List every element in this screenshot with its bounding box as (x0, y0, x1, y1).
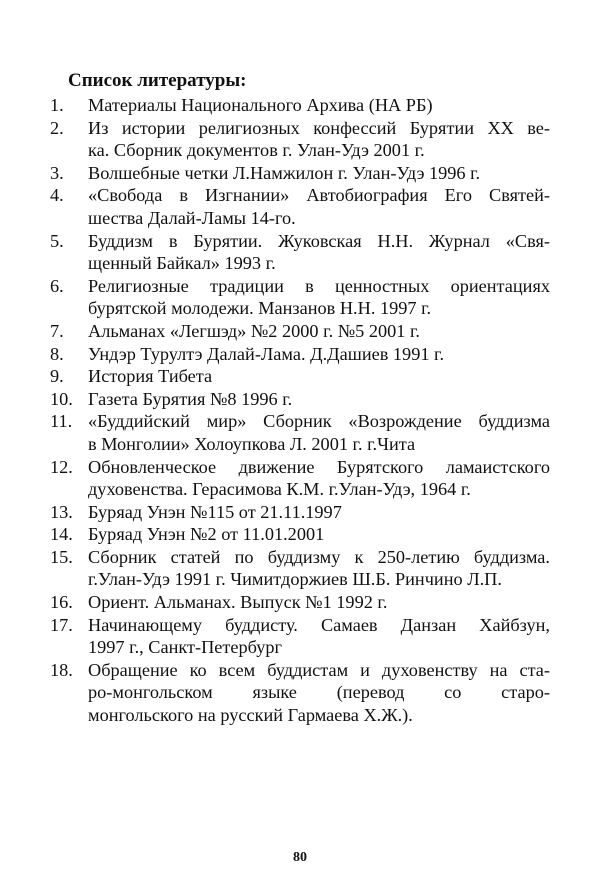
reference-line: Сборник статей по буддизму к 250-летию буддизма. (88, 546, 550, 567)
reference-item (50, 388, 550, 411)
reference-text (88, 546, 550, 591)
reference-number: 16. (50, 592, 73, 613)
reference-line: Ориент. Альманах. Выпуск №1 1992 г. (88, 592, 388, 613)
reference-line: ро-монгольском языке (перевод со старо- (88, 682, 550, 703)
reference-item (50, 94, 550, 117)
reference-text (88, 456, 550, 501)
reference-number: 1. (50, 95, 64, 115)
reference-item (50, 659, 550, 727)
reference-text (88, 388, 550, 411)
reference-number: 5. (50, 230, 64, 251)
reference-line: щенный Байкал» 1993 г. (88, 253, 276, 274)
reference-number: 9. (50, 366, 64, 387)
reference-number: 17. (50, 614, 73, 635)
reference-line: Начинающему буддисту. Самаев Данзан Хайбзун, (88, 614, 550, 635)
reference-line: Религиозные традиции в ценностных ориентациях (88, 275, 550, 296)
reference-number: 15. (50, 546, 73, 567)
reference-line: Газета Бурятия №8 1996 г. (88, 388, 293, 409)
reference-line: духовенства. Герасимова К.М. г.Улан-Удэ, 1964 г. (88, 479, 471, 500)
reference-number: 7. (50, 320, 64, 341)
reference-item (50, 365, 550, 388)
reference-item (50, 230, 550, 275)
reference-line: г.Улан-Удэ 1991 г. Чимитдоржиев Ш.Б. Ринчино Л.П. (88, 569, 502, 590)
reference-text (88, 320, 550, 343)
reference-item (50, 546, 550, 591)
reference-number: 10. (50, 388, 73, 409)
reference-list (50, 94, 550, 727)
reference-text (88, 275, 550, 320)
reference-item (50, 456, 550, 501)
bibliography-heading: Список литературы: (68, 70, 247, 91)
reference-number: 12. (50, 456, 73, 477)
reference-item (50, 275, 550, 320)
reference-item (50, 614, 550, 659)
reference-item (50, 117, 550, 162)
reference-text (88, 614, 550, 659)
reference-number: 11. (50, 411, 73, 432)
reference-line: Буддизм в Бурятии. Жуковская Н.Н. Журнал «Свя- (88, 230, 550, 251)
reference-line: Обращение ко всем буддистам и духовенству на ста- (88, 659, 550, 680)
reference-line: ка. Сборник документов г. Улан-Удэ 2001 г. (88, 140, 425, 161)
reference-line: бурятской молодежи. Манзанов Н.Н. 1997 г. (88, 298, 432, 319)
reference-text (88, 523, 550, 546)
reference-line: монгольского на русский Гармаева Х.Ж.). (88, 705, 413, 726)
reference-line: История Тибета (88, 366, 213, 387)
reference-line: Ундэр Турултэ Далай-Лама. Д.Дашиев 1991 г. (88, 343, 445, 364)
reference-text (88, 230, 550, 275)
reference-line: Обновленческое движение Бурятского ламаистского (88, 456, 550, 477)
reference-text (88, 94, 550, 117)
reference-item (50, 184, 550, 229)
reference-item (50, 523, 550, 546)
reference-number: 6. (50, 275, 64, 296)
reference-number: 4. (50, 185, 64, 206)
page-number: 80 (293, 850, 307, 865)
reference-text (88, 365, 550, 388)
reference-line: Материалы Национального Архива (НА РБ) (88, 95, 433, 115)
reference-text (88, 117, 550, 162)
reference-text (88, 501, 550, 524)
reference-line: «Свобода в Изгнании» Автобиография Его Святей- (88, 185, 550, 206)
reference-number: 3. (50, 162, 64, 183)
reference-text (88, 591, 550, 614)
reference-item (50, 591, 550, 614)
reference-line: Буряад Унэн №2 от 11.01.2001 (88, 524, 325, 545)
reference-line: Альманах «Легшэд» №2 2000 г. №5 2001 г. (88, 320, 420, 341)
reference-item (50, 162, 550, 185)
reference-number: 2. (50, 117, 64, 138)
reference-number: 13. (50, 501, 73, 522)
reference-item (50, 501, 550, 524)
reference-number: 14. (50, 524, 73, 545)
reference-item (50, 320, 550, 343)
reference-line: Из истории религиозных конфессий Бурятии XX ве- (88, 117, 550, 138)
reference-number: 18. (50, 659, 73, 680)
reference-line: «Буддийский мир» Сборник «Возрождение буддизма (88, 411, 550, 432)
reference-text (88, 343, 550, 366)
reference-line: шества Далай-Ламы 14-го. (88, 207, 296, 228)
reference-line: в Монголии» Холоупкова Л. 2001 г. г.Чита (88, 433, 416, 454)
reference-text (88, 659, 550, 727)
reference-item (50, 343, 550, 366)
reference-text (88, 410, 550, 455)
reference-line: Волшебные четки Л.Намжилон г. Улан-Удэ 1996 г. (88, 162, 481, 183)
reference-text (88, 162, 550, 185)
reference-line: 1997 г., Санкт-Петербург (88, 637, 283, 658)
reference-number: 8. (50, 343, 64, 364)
reference-item (50, 410, 550, 455)
reference-text (88, 184, 550, 229)
reference-line: Буряад Унэн №115 от 21.11.1997 (88, 501, 342, 522)
